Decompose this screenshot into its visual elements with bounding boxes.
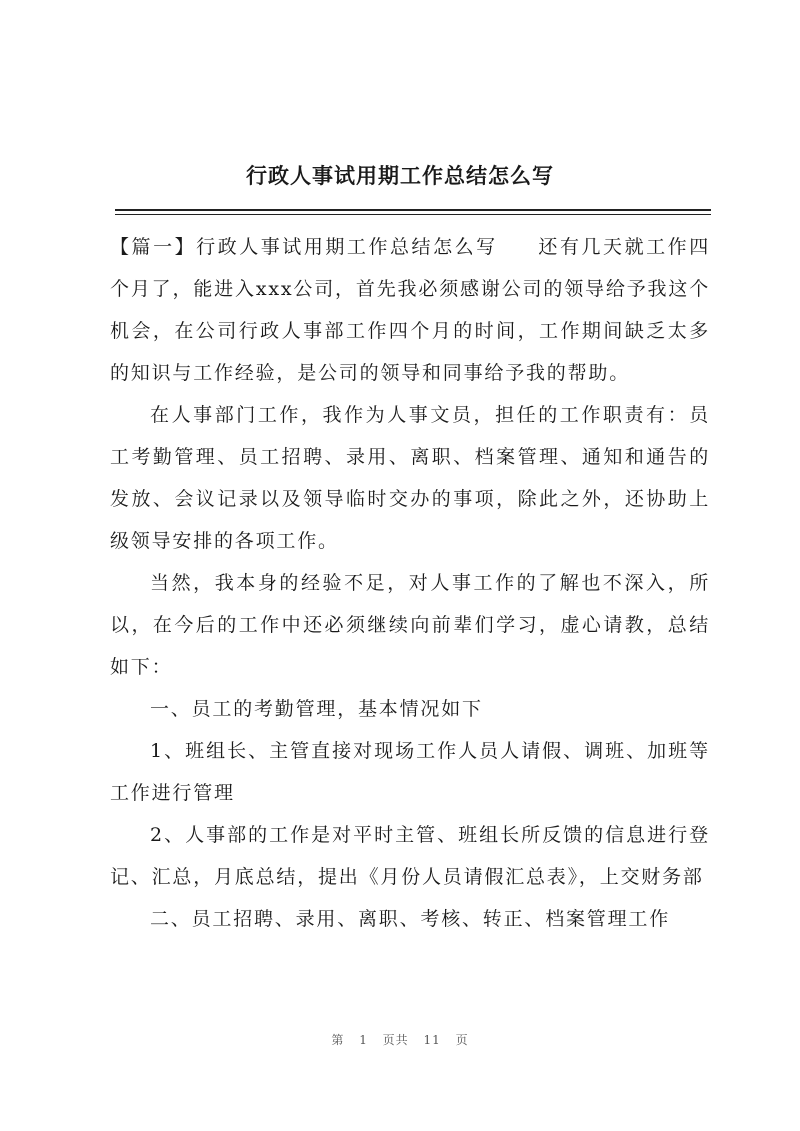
total-pages: 11 xyxy=(423,1033,441,1047)
page-number: 1 xyxy=(359,1033,368,1047)
footer-mid: 页共 xyxy=(382,1033,409,1047)
paragraph-7: 二、员工招聘、录用、离职、考核、转正、档案管理工作 xyxy=(150,908,671,930)
title-divider-thin xyxy=(115,214,711,215)
page-title: 行政人事试用期工作总结怎么写 xyxy=(246,164,554,188)
paragraph-text: 还有几天就工作四个月了，能进入xxx公司，首先我必须感谢公司的领导给予我这个机会，在公司行政人事部工作四个月的时间，工作期间缺乏太多的知识与工作经验，是公司的领导和同事给予我的帮助。 xyxy=(110,236,710,384)
title-divider xyxy=(115,209,711,211)
section-heading: 【篇一】行政人事试用期工作总结怎么写 xyxy=(110,236,498,258)
paragraph-2: 在人事部门工作，我作为人事文员，担任的工作职责有：员工考勤管理、员工招聘、录用、离职、档案管理、通知和通告的发放、会议记录以及领导临时交办的事项，除此之外，还协助上级领导安排的各项工作。 xyxy=(110,404,710,552)
paragraph-3: 当然，我本身的经验不足，对人事工作的了解也不深入，所以，在今后的工作中还必须继续向前辈们学习，虚心请教，总结如下： xyxy=(110,572,710,678)
paragraph-4: 一、员工的考勤管理，基本情况如下 xyxy=(150,698,483,720)
page-footer xyxy=(0,1031,800,1048)
paragraph-1 xyxy=(110,226,710,394)
paragraph-5: 1、班组长、主管直接对现场工作人员人请假、调班、加班等工作进行管理 xyxy=(110,740,710,804)
footer-suffix: 页 xyxy=(455,1033,469,1047)
paragraph-6: 2、人事部的工作是对平时主管、班组长所反馈的信息进行登记、汇总，月底总结，提出《月份人员请假汇总表》，上交财务部 xyxy=(110,824,710,888)
footer-prefix: 第 xyxy=(331,1033,345,1047)
document-body xyxy=(110,226,710,940)
